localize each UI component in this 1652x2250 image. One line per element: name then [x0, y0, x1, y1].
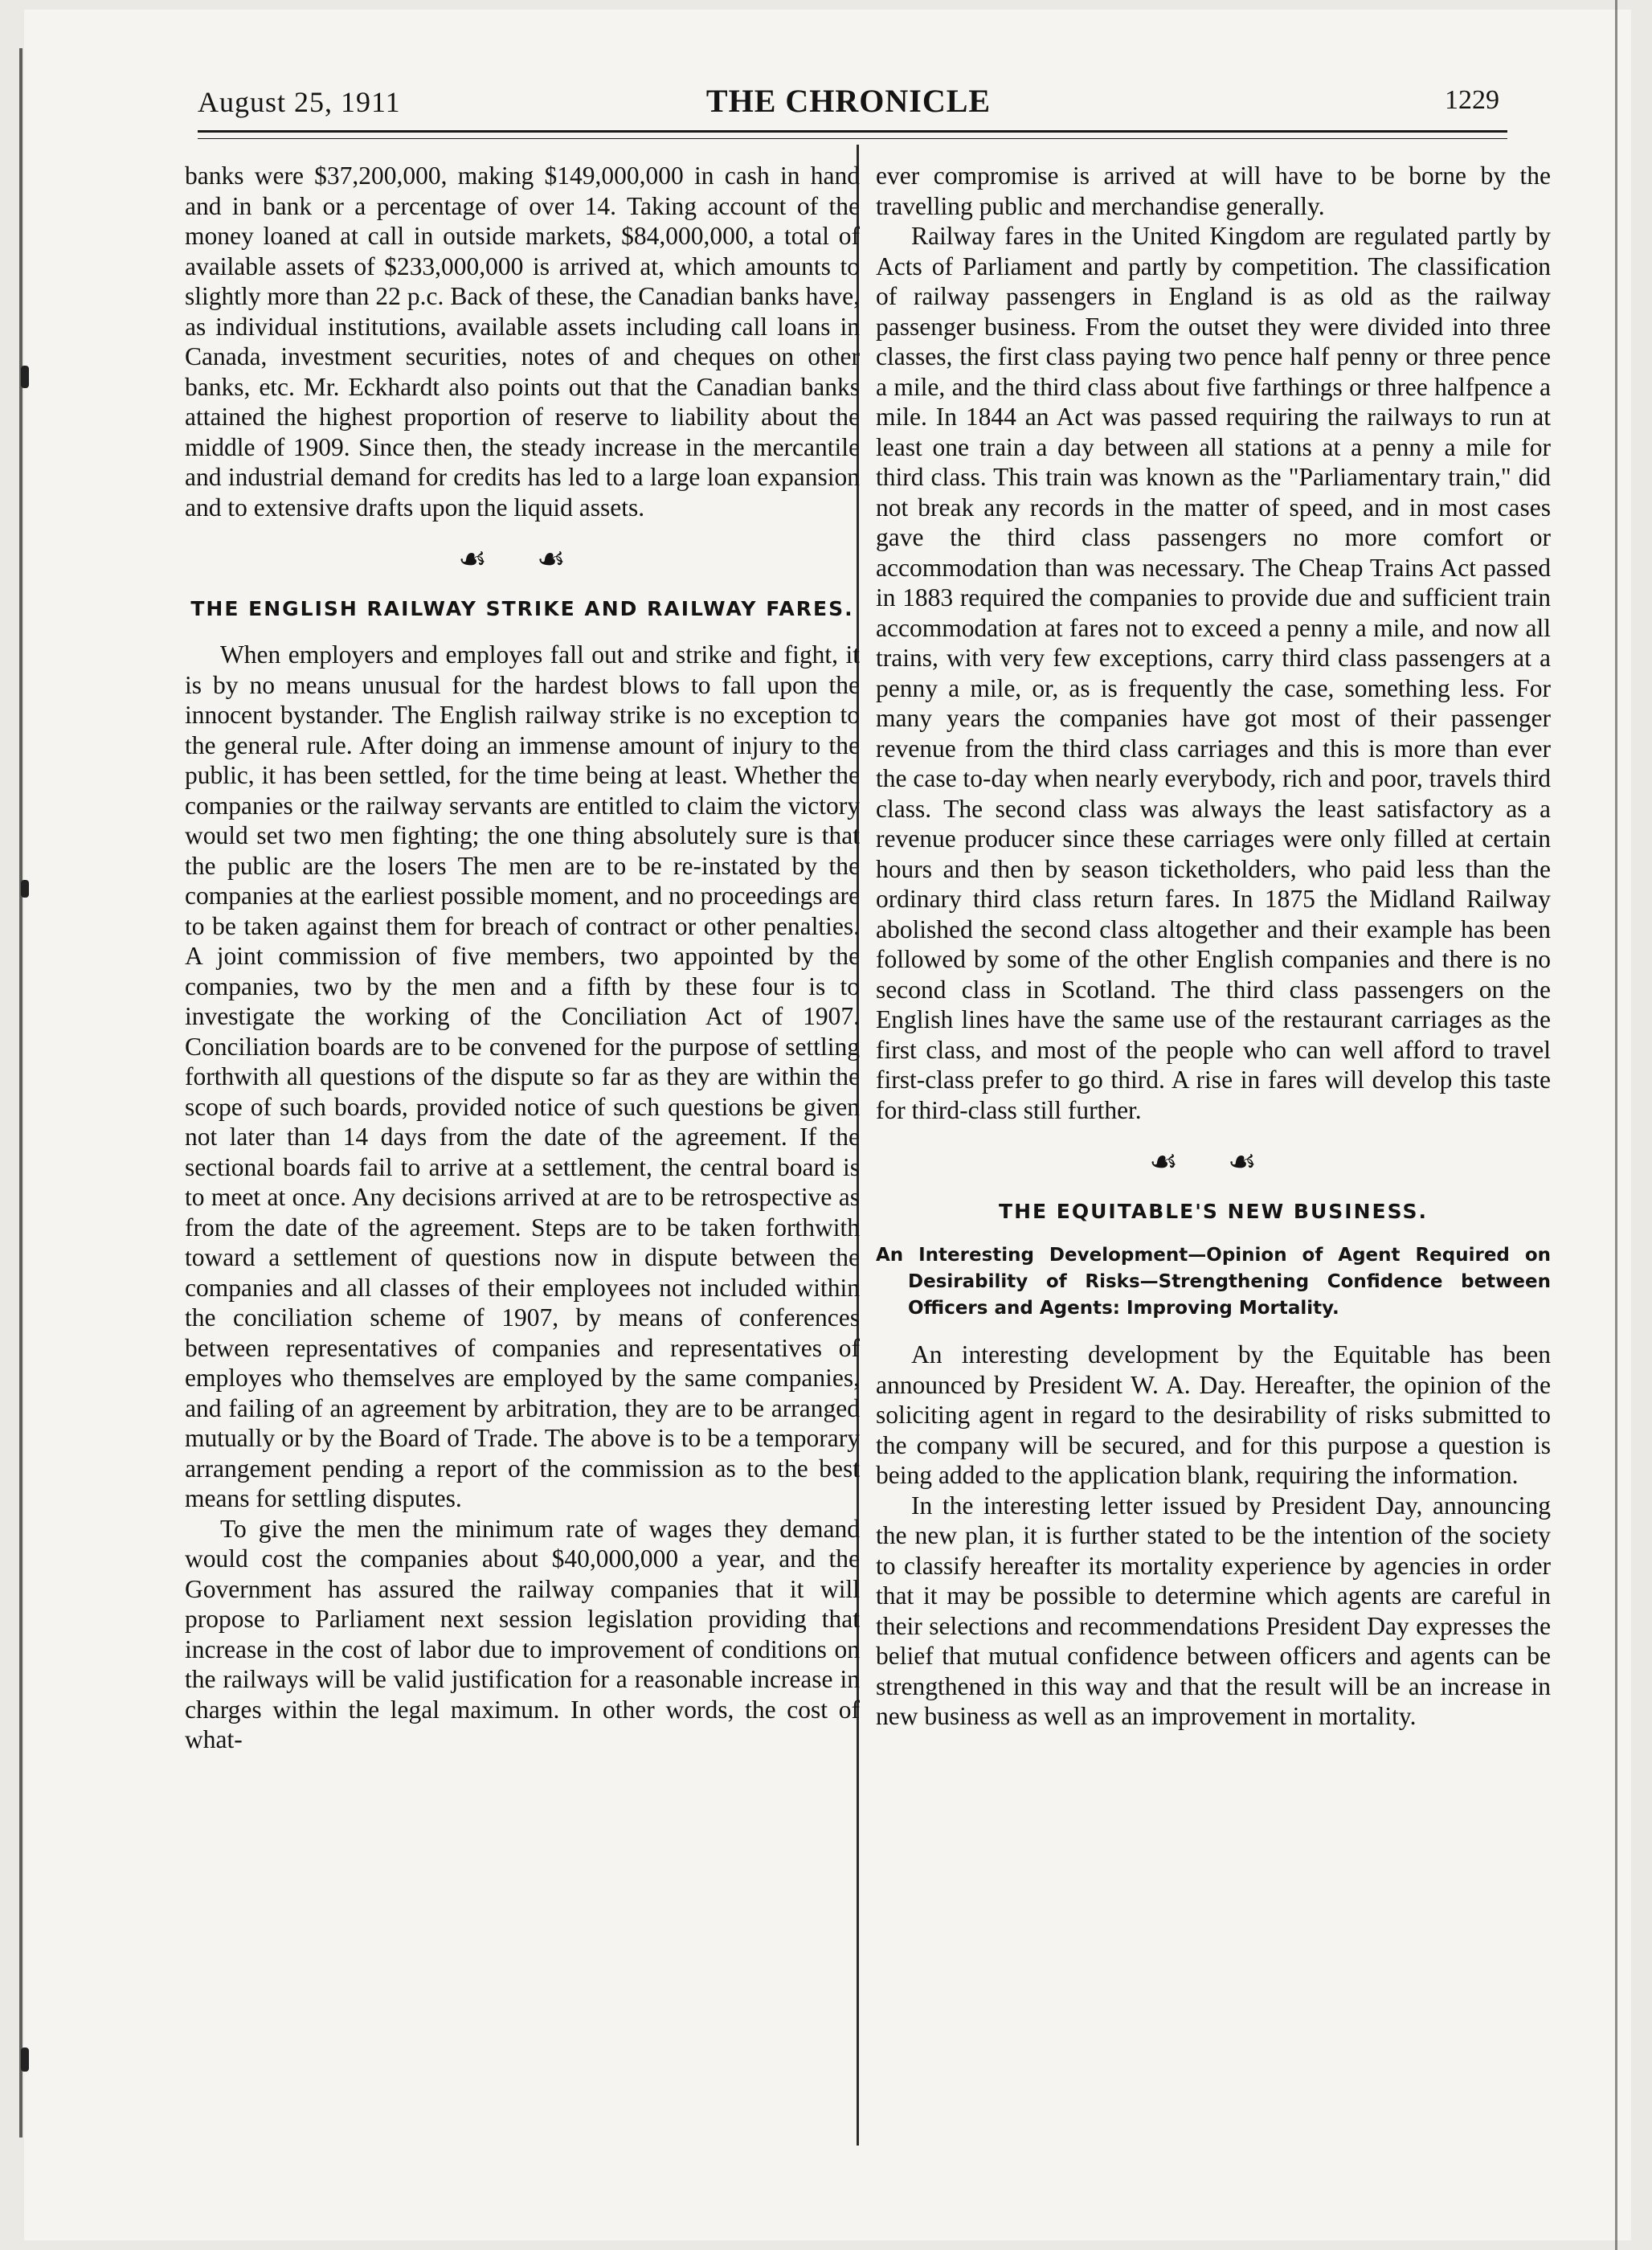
header-rule: [198, 130, 1507, 133]
article-paragraph: An interesting development by the Equitable has been announced by President W. A. Day. Hereafter, the opinion of the soliciting agent in regard to the desirability of risks submitted to the company will be secured, and for this purpose a question is being added to the application blank, requiring the information.: [876, 1340, 1551, 1489]
page-edge-left: [19, 48, 22, 2138]
section-ornament: ☙ ☙: [458, 541, 587, 577]
article-paragraph: In the interesting letter issued by President Day, announcing the new plan, it is further stated to be the intention of the society to classify hereafter its mortality experience by agencies in order that it may be possible to determine which agents are careful in their selections and recommendations President Day expresses the belief that mutual confidence between officers and agents can be strengthened in this way and that the result will be an increase in new business as well as an improvement in mortality.: [876, 1491, 1551, 1730]
margin-mark: [21, 880, 29, 898]
masthead-title: THE CHRONICLE: [705, 83, 992, 119]
continued-paragraph: ever compromise is arrived at will have to be borne by the travelling public and merchandise generally.: [876, 162, 1551, 220]
page-edge-right: [1615, 0, 1617, 2250]
header-rule-thin: [198, 138, 1507, 139]
left-column: [185, 161, 860, 1755]
section-ornament: ☙ ☙: [1149, 1143, 1278, 1180]
continued-paragraph: banks were $37,200,000, making $149,000,000 in cash in hand and in bank or a percentage of over 14. Taking account of the money loaned at call in outside markets, $84,000,000, a total of available assets of $233,000,000 is arrived at, which amounts to slightly more than 22 p.c. Back of these, the Canadian banks have, as individual institutions, available assets including call loans in Canada, investment securities, notes of and cheques on other banks, etc. Mr. Eckhardt also points out that the Canadian banks attained the highest proportion of reserve to liability about the middle of 1909. Since then, the steady increase in the mercantile and industrial demand for credits has led to a large loan expansion and to extensive drafts upon the liquid assets.: [185, 162, 860, 522]
article-paragraph: To give the men the minimum rate of wages they demand would cost the companies about $40,000,000 a year, and the Government has assured the railway companies that it will propose to Parliament next session legislation providing that increase in the cost of labor due to improvement of conditions on the railways will be valid justification for a reasonable increase in charges within the legal maximum. In other words, the cost of what-: [185, 1514, 860, 1753]
margin-mark: [21, 366, 29, 388]
issue-date: August 25, 1911: [198, 86, 401, 118]
article-paragraph: When employers and employes fall out and strike and fight, it is by no means unusual for the hardest blows to fall upon the innocent bystander. The English railway strike is no exception to the general rule. After doing an immense amount of injury to the public, it has been settled, for the time being at least. Whether the companies or the railway servants are entitled to claim the victory would set two men fighting; the one thing absolutely sure is that the public are the losers The men are to be re-instated by the companies at the earliest possible moment, and no proceedings are to be taken against them for breach of contract or other penalties. A joint commission of five members, two appointed by the companies, two by the men and a fifth by these four is to investigate the working of the Conciliation Act of 1907. Conciliation boards are to be convened for the purpose of settling forthwith all questions of the dispute so far as they are within the scope of such boards, provided notice of such questions be given not later than 14 days from the date of the agreement. If the sectional boards fail to arrive at a settlement, the central board is to meet at once. Any decisions arrived at are to be retrospective as from the date of the agreement. Steps are to be taken forthwith toward a settlement of questions now in dispute between the companies and all classes of their employees not included within the conciliation scheme of 1907, by means of conferences between representatives of companies and representatives of employes who themselves are employed by the same companies, and failing of an agreement by arbitration, they are to be arranged mutually or by the Board of Trade. The above is to be a temporary arrangement pending a report of the commission as to the best means for settling disputes.: [185, 640, 860, 1512]
margin-mark: [21, 2048, 29, 2072]
article-heading: THE EQUITABLE'S NEW BUSINESS.: [999, 1200, 1428, 1223]
page-number: 1229: [1445, 85, 1499, 115]
article-subheading: An Interesting Development—Opinion of Agent Required on Desirability of Risks—Strengthening Confidence between Officers and Agents: Improving Mortality.: [876, 1245, 1551, 1319]
page-header: [174, 80, 1523, 137]
article-paragraph: Railway fares in the United Kingdom are regulated partly by Acts of Parliament and partly by competition. The classification of railway passengers in England is as old as the railway passenger business. From the outset they were divided into three classes, the first class paying two pence half penny or three pence a mile, and the third class about five farthings or three halfpence a mile. In 1844 an Act was passed requiring the railways to run at least one train a day between all stations at a penny a mile for third class. This train was known as the "Parliamentary train," did not break any records in the matter of speed, and in most cases gave the third class passengers no more comfort or accommodation than was necessary. The Cheap Trains Act passed in 1883 required the companies to provide due and sufficient train accommodation at fares not to exceed a penny a mile, and now all trains, with very few exceptions, carry third class passengers at a penny a mile, or, as is frequently the case, something less. For many years the companies have got most of their passenger revenue from the third class carriages and this is more than ever the case to-day when nearly everybody, rich and poor, travels third class. The second class was always the least satisfactory as a revenue producer since these carriages were only filled at certain hours and then by season ticketholders, who paid less than the ordinary third class return fares. In 1875 the Midland Railway abolished the second class altogether and their example has been followed by some of the other English companies and there is no second class in Scotland. The third class passengers on the English lines have the same use of the restaurant carriages as the first class, and most of the people who can well afford to travel first-class prefer to go third. A rise in fares will develop this taste for third-class still further.: [876, 222, 1551, 1124]
right-column: [876, 161, 1551, 1732]
article-heading: THE ENGLISH RAILWAY STRIKE AND RAILWAY FARES.: [190, 597, 854, 620]
